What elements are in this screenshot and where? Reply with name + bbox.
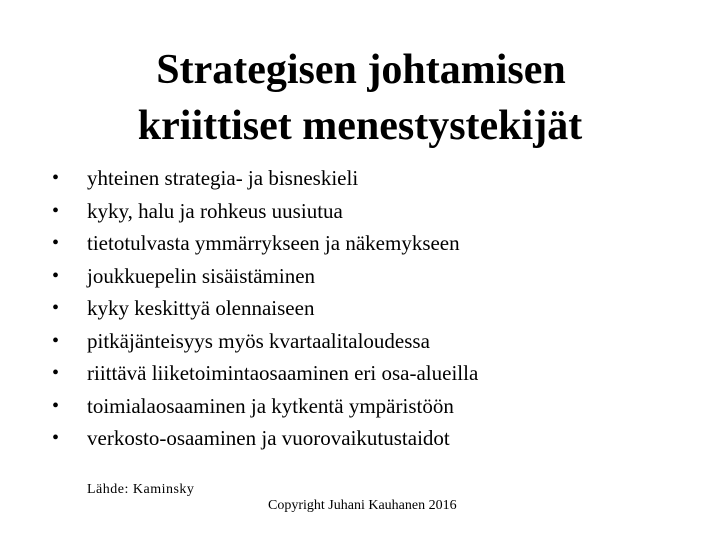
bullet-item	[0, 292, 680, 325]
copyright-note: Copyright Juhani Kauhanen 2016	[268, 498, 457, 513]
bullet-icon: •	[52, 264, 60, 287]
bullet-text: kyky keskittyä olennaiseen	[87, 296, 315, 320]
title-line-2: kriittiset menestystekijät	[137, 103, 583, 149]
slide-title	[0, 42, 720, 154]
bullet-icon: •	[52, 329, 60, 352]
source-note: Lähde: Kaminsky	[87, 482, 195, 497]
bullet-text: pitkäjänteisyys myös kvartaalitaloudessa	[87, 328, 430, 353]
bullet-icon: •	[52, 362, 60, 384]
bullet-icon: •	[52, 167, 60, 189]
bullet-item	[0, 422, 680, 455]
bullet-item	[0, 390, 680, 423]
bullet-item	[0, 195, 680, 228]
bullet-icon: •	[52, 199, 60, 222]
bullet-list	[0, 162, 680, 455]
bullet-text: tietotulvasta ymmärrykseen ja näkemykseen	[87, 231, 460, 255]
bullet-item	[0, 325, 680, 358]
bullet-item	[0, 162, 680, 195]
bullet-text: kyky, halu ja rohkeus uusiutua	[87, 198, 343, 223]
bullet-text: verkosto-osaaminen ja vuorovaikutustaidot	[87, 426, 450, 450]
bullet-icon: •	[52, 297, 60, 319]
bullet-icon: •	[52, 232, 60, 254]
bullet-item	[0, 357, 680, 390]
bullet-text: toimialaosaaminen ja kytkentä ympäristöön	[87, 393, 454, 418]
title-line-1: Strategisen johtamisen	[156, 47, 566, 93]
bullet-icon: •	[52, 427, 60, 449]
bullet-text: yhteinen strategia- ja bisneskieli	[87, 166, 359, 190]
bullet-item	[0, 260, 680, 293]
bullet-text: joukkuepelin sisäistäminen	[87, 263, 316, 288]
bullet-item	[0, 227, 680, 260]
bullet-text: riittävä liiketoimintaosaaminen eri osa-alueilla	[87, 361, 479, 385]
bullet-icon: •	[52, 394, 60, 417]
